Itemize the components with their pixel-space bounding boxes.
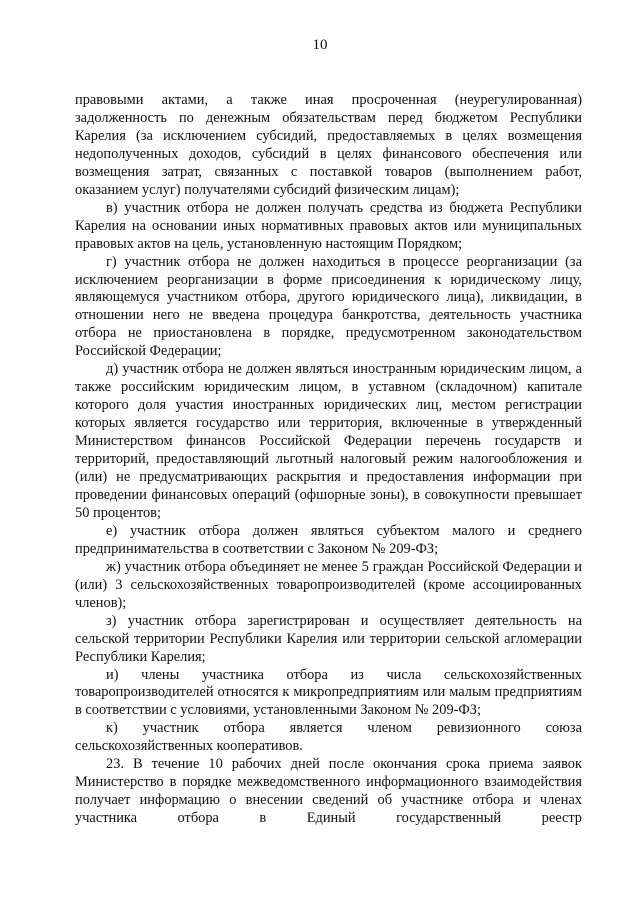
page-number: 10 [312,37,328,53]
paragraph: в) участник отбора не должен получать средства из бюджета Республики Карелия на основании иных нормативных правовых актов или муниципальных правовых актов на цель, установленную настоящим Порядком; [75,199,582,252]
paragraph: к) участник отбора является членом ревизионного союза сельскохозяйственных кооперативов. [75,720,582,755]
paragraph: ж) участник отбора объединяет не менее 5 граждан Российской Федерации и (или) 3 сельскохозяйственных товаропроизводителей (кроме ассоциированных членов); [75,558,582,611]
paragraph: д) участник отбора не должен являться иностранным юридическим лицом, а также российским юридическим лицом, в уставном (складочном) капитале которого доля участия иностранных юридических лиц, местом регистрации которых является государство или территория, включенные в утвержденный Министерством финансов Российской Федерации перечень государств и территорий, предоставляющий льготный налоговый режим налогообложения и (или) не предусматривающих раскрытия и предоставления информации при проведении финансовых операций (офшорные зоны), в совокупности превышает 50 процентов; [75,361,582,521]
document-body [75,92,582,828]
paragraph: е) участник отбора должен являться субъектом малого и среднего предпринимательства в соответствии с Законом № 209-ФЗ; [75,522,582,557]
paragraph: з) участник отбора зарегистрирован и осуществляет деятельность на сельской территории Республики Карелия или территории сельской агломерации Республики Карелия; [75,612,582,665]
paragraph: 23. В течение 10 рабочих дней после окончания срока приема заявок Министерство в порядке межведомственного информационного взаимодействия получает информацию о внесении сведений об участнике отбора и членах участника отбора в Единый государственный реестр [75,756,582,827]
paragraph: г) участник отбора не должен находиться в процессе реорганизации (за исключением реорганизации в форме присоединения к юридическому лицу, являющемуся участником отбора, другого юридического лица), ликвидации, в отношении него не введена процедура банкротства, деятельность участника отбора не приостановлена в порядке, предусмотренном законодательством Российской Федерации; [75,253,582,360]
paragraph: и) члены участника отбора из числа сельскохозяйственных товаропроизводителей относятся к микропредприятиям или малым предприятиям в соответствии с условиями, установленными Законом № 209-ФЗ; [75,666,582,719]
paragraph: правовыми актами, а также иная просроченная (неурегулированная) задолженность по денежным обязательствам перед бюджетом Республики Карелия (за исключением субсидий, предоставляемых в целях возмещения недополученных доходов, субсидий в целях финансового обеспечения или возмещения затрат, связанных с поставкой товаров (выполнением работ, оказанием услуг) получателями субсидий физическим лицам); [75,92,582,198]
